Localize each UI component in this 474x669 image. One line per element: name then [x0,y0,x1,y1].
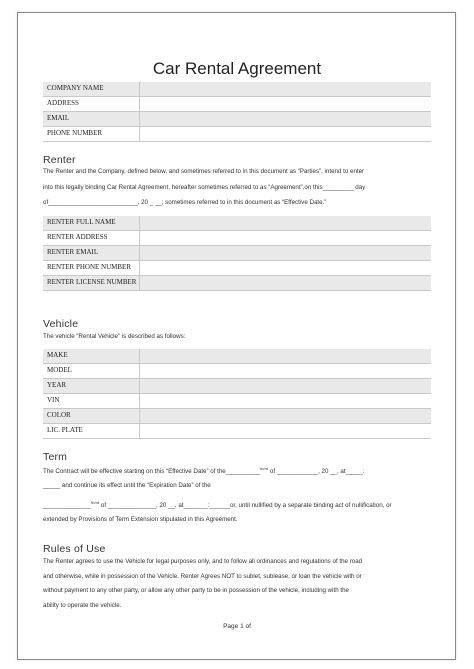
make-field[interactable] [140,349,431,363]
renter-table [43,216,431,291]
renter-para-line-1: The Renter and the Company, defined below, and sometimes referred to in this document as “Parties”, intend to enter [43,168,365,175]
color-field[interactable] [140,409,431,423]
renter-phone-label: RENTER PHONE NUMBER [47,263,132,271]
rules-para-line-2: and otherwise, while in possession of the Vehicle. Renter Agrees NOT to sublet, sublease, or loan the vehicle with or [43,573,362,580]
page-footer: Page 1 of [223,623,251,630]
document-title: Car Rental Agreement [152,59,322,78]
vin-row [43,394,431,409]
renter-heading: Renter [43,154,76,166]
company-name-label: COMPANY NAME [47,84,104,92]
vin-label: VIN [47,396,60,404]
vehicle-heading: Vehicle [43,318,79,330]
year-label: YEAR [47,381,67,389]
rules-para-line-4: ability to operate the vehicle. [43,602,122,609]
term-heading: Term [43,451,68,463]
renter-full-name-label: RENTER FULL NAME [47,218,116,226]
term-line-1: The Contract will be effective starting on this “Effective Date” of the__________$^{th/rd}$ of ____________, 20 __, at_____: [43,466,365,475]
rules-heading: Rules of Use [43,543,106,555]
vehicle-para: The vehicle “Rental Vehicle” is described as follows: [43,333,186,340]
renter-address-label: RENTER ADDRESS [47,233,108,241]
renter-email-field[interactable] [140,246,431,260]
phone-number-label: PHONE NUMBER [47,129,103,137]
lic-plate-field[interactable] [140,424,431,438]
email-row [43,112,431,127]
renter-license-row [43,276,431,291]
address-row [43,97,431,112]
color-label: COLOR [47,411,71,419]
renter-full-name-row [43,216,431,231]
address-label: ADDRESS [47,99,79,107]
phone-number-field[interactable] [140,127,431,141]
renter-address-field[interactable] [140,231,431,245]
make-label: MAKE [47,351,68,359]
rules-para-line-3: without payment to any other party, or allow any other party to be in possession of the vehicle, including with the [43,587,349,594]
color-row [43,409,431,424]
company-name-field[interactable] [140,82,431,96]
renter-full-name-field[interactable] [140,216,431,230]
renter-email-row [43,246,431,261]
company-name-row [43,82,431,97]
company-table [43,82,431,142]
lic-plate-label: LIC. PLATE [47,426,83,434]
model-row [43,364,431,379]
email-field[interactable] [140,112,431,126]
term-line-2: _____ and continue its effect until the “Expiration Date” of the [43,482,211,489]
year-row [43,379,431,394]
model-label: MODEL [47,366,72,374]
renter-para-line-2: into this legally binding Car Rental Agreement, hereafter sometimes referred to as “Agreement”,on this_________ day [43,184,366,191]
renter-license-field[interactable] [140,276,431,290]
renter-phone-field[interactable] [140,261,431,275]
phone-number-row [43,127,431,142]
address-field[interactable] [140,97,431,111]
year-field[interactable] [140,379,431,393]
renter-address-row [43,231,431,246]
renter-phone-row [43,261,431,276]
term-line-3: ______________$^{th/rd}$ of ______________, 20 __, at_______:______or, until nullified by a separate binding act of nullification, or [43,500,392,509]
renter-license-label: RENTER LICENSE NUMBER [47,278,137,286]
vehicle-table [43,349,431,439]
model-field[interactable] [140,364,431,378]
renter-email-label: RENTER EMAIL [47,248,99,256]
vin-field[interactable] [140,394,431,408]
make-row [43,349,431,364]
rules-para-line-1: The Renter agrees to use the Vehicle for legal purposes only, and to follow all ordinances and regulations of the road [43,558,363,565]
email-label: EMAIL [47,114,70,122]
lic-plate-row [43,424,431,439]
renter-para-line-3: of__________________________, 20 _ __; sometimes referred to in this document as “Effective Date.” [43,199,327,206]
term-line-4: extended by Provisions of Term Extension stipulated in this Agreement. [43,516,238,523]
